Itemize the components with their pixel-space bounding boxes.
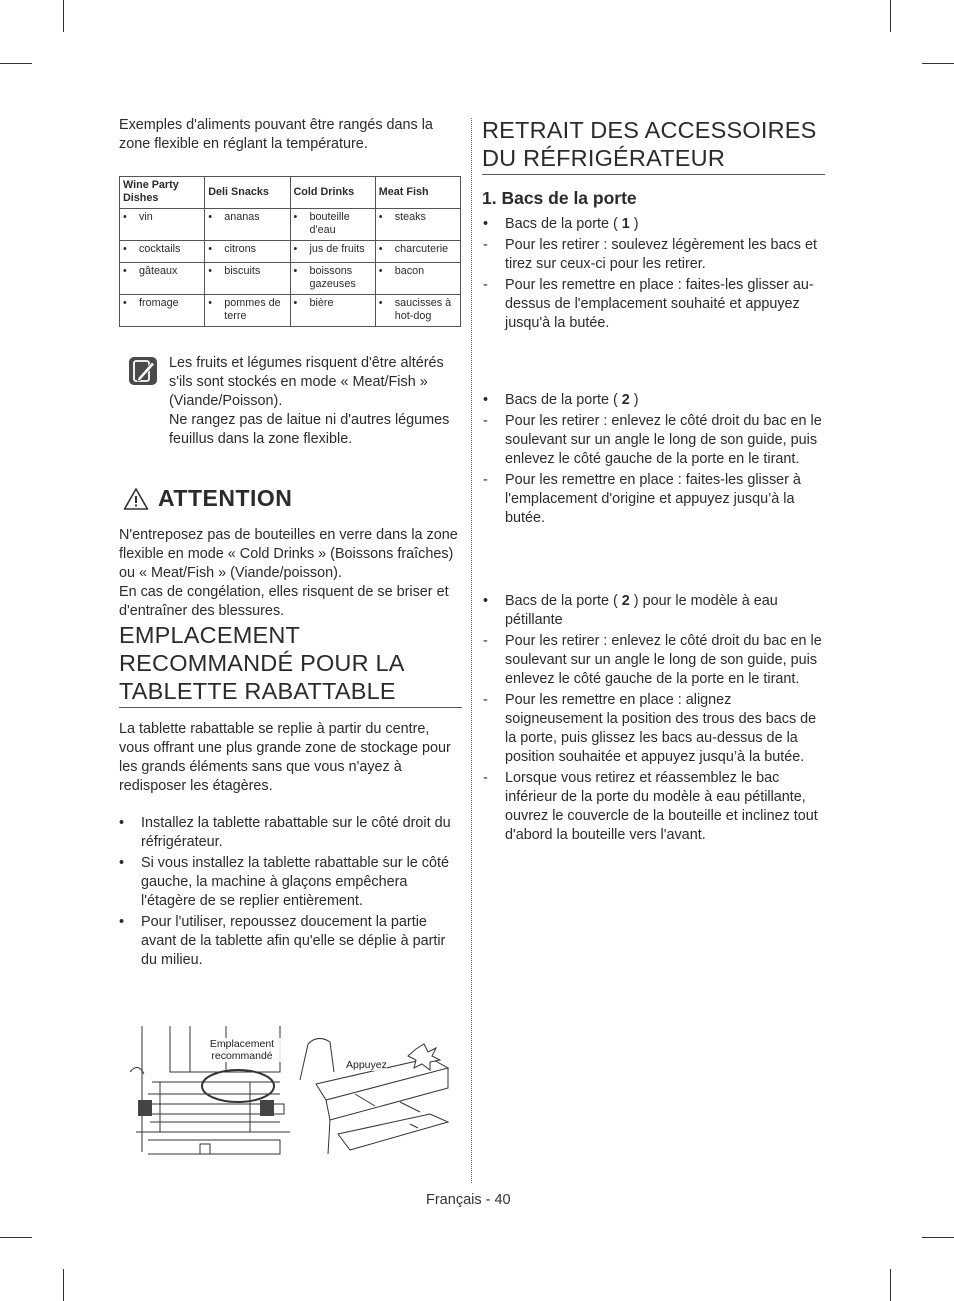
note-text-2: Ne rangez pas de laitue ni d'autres légumes feuillus dans la zone flexible.	[169, 412, 450, 447]
attention-heading	[119, 485, 462, 512]
crop-mark	[890, 1269, 891, 1301]
shelf-illustrations	[130, 1022, 450, 1157]
shelf-illustration-drawing	[130, 1022, 450, 1157]
list-item: • Installez la tablette rabattable sur le côté droit du réfrigérateur.	[119, 815, 451, 850]
attention-text-2: En cas de congélation, elles risquent de se briser et d'entraîner des blessures.	[119, 584, 449, 619]
table-cell: • boissons gazeuses	[290, 263, 375, 295]
table-header: Deli Snacks	[205, 177, 290, 209]
table-cell: • vin	[120, 209, 205, 241]
table-cell: • jus de fruits	[290, 241, 375, 263]
table-cell: • steaks	[375, 209, 460, 241]
table-cell: • cocktails	[120, 241, 205, 263]
crop-mark	[922, 63, 954, 64]
table-cell: • pommes de terre	[205, 295, 290, 327]
section-title-emplacement: EMPLACEMENT RECOMMANDÉ POUR LA TABLETTE RABATTABLE	[119, 621, 462, 708]
attention-text	[119, 526, 462, 621]
list-item: - Pour les retirer : enlevez le côté droit du bac en le soulevant sur un angle le long de son guide, puis enlevez le côté gauche de la porte en le tirant.	[483, 413, 822, 467]
attention-title: ATTENTION	[158, 485, 293, 511]
note-block	[119, 354, 462, 449]
list-item: • Si vous installez la tablette rabattable sur le côté gauche, la machine à glaçons empêchera l'étagère de se replier entièrement.	[119, 855, 449, 909]
table-cell: • charcuterie	[375, 241, 460, 263]
table-header: Meat Fish	[375, 177, 460, 209]
page-footer: Français - 40	[426, 1192, 511, 1208]
table-cell: • gâteaux	[120, 263, 205, 295]
list-item: - Pour les remettre en place : faites-les glisser au-dessus de l'emplacement souhaité et appuyez jusqu'à la butée.	[483, 277, 814, 331]
crop-mark	[890, 0, 891, 32]
note-text-1: Les fruits et légumes risquent d'être altérés s'ils sont stockés en mode « Meat/Fish » (Viande/Poisson).	[169, 355, 444, 409]
table-cell: • bacon	[375, 263, 460, 295]
crop-mark	[63, 0, 64, 32]
crop-mark	[922, 1237, 954, 1238]
table-cell: • saucisses à hot-dog	[375, 295, 460, 327]
intro-text: Exemples d'aliments pouvant être rangés dans la zone flexible en réglant la température.	[119, 117, 433, 152]
note-pencil-icon	[128, 356, 158, 386]
door-bins-block-1	[482, 215, 825, 333]
list-item: - Lorsque vous retirez et réassemblez le bac inférieur de la porte du modèle à eau pétillante, ouvrez le couvercle de la bouteille et inclinez tout d'abord la bouteille vers l'avant.	[483, 770, 818, 843]
crop-mark	[0, 63, 32, 64]
list-item: • Bacs de la porte ( 1 )	[483, 216, 639, 232]
table-row	[120, 241, 461, 263]
list-item: - Pour les retirer : soulevez légèrement les bacs et tirez sur ceux-ci pour les retirer.	[483, 237, 817, 272]
table-cell: • citrons	[205, 241, 290, 263]
crop-mark	[63, 1269, 64, 1301]
food-table	[119, 176, 461, 327]
attention-text-1: N'entreposez pas de bouteilles en verre dans la zone flexible en mode « Cold Drinks » (Boissons fraîches) ou « Meat/Fish » (Viande/poisson).	[119, 527, 458, 581]
list-item: • Bacs de la porte ( 2 )	[483, 392, 639, 408]
list-item: - Pour les retirer : enlevez le côté droit du bac en le soulevant sur un angle le long de son guide, puis enlevez le côté gauche de la porte en le tirant.	[483, 633, 822, 687]
table-cell: • ananas	[205, 209, 290, 241]
crop-mark	[0, 1237, 32, 1238]
table-cell: • bouteille d'eau	[290, 209, 375, 241]
section-paragraph: La tablette rabattable se replie à partir du centre, vous offrant une plus grande zone de stockage pour les grands éléments sans que vous n'ayez à redisposer les étagères.	[119, 721, 451, 794]
door-bins-block-3	[482, 592, 825, 845]
warning-triangle-icon	[123, 487, 149, 511]
table-header: Cold Drinks	[290, 177, 375, 209]
list-item: • Pour l'utiliser, repoussez doucement la partie avant de la tablette afin qu'elle se déplie à partir du milieu.	[119, 914, 446, 968]
list-item: - Pour les remettre en place : faites-les glisser à l'emplacement d'origine et appuyez jusqu’à la butée.	[483, 472, 801, 526]
door-bins-block-2	[482, 391, 825, 528]
section-title-retrait: RETRAIT DES ACCESSOIRES DU RÉFRIGÉRATEUR	[482, 116, 825, 175]
right-column	[482, 116, 825, 847]
table-row	[120, 209, 461, 241]
figure-label-recommended: Emplacement recommandé	[202, 1038, 282, 1062]
list-item: • Bacs de la porte ( 2 ) pour le modèle à eau pétillante	[483, 593, 778, 628]
table-row	[120, 263, 461, 295]
table-header: Wine Party Dishes	[120, 177, 205, 209]
figure-label-press: Appuyez	[346, 1059, 387, 1071]
left-column	[119, 116, 462, 972]
section-bullets	[119, 814, 462, 970]
table-cell: • fromage	[120, 295, 205, 327]
list-item: - Pour les remettre en place : alignez soigneusement la position des trous des bacs de la porte, puis glissez les bacs au-dessus de la position souhaitée et appuyez jusqu’à la butée.	[483, 692, 817, 765]
table-cell: • biscuits	[205, 263, 290, 295]
table-cell: • bière	[290, 295, 375, 327]
subsection-title: 1. Bacs de la porte	[482, 188, 637, 208]
column-divider	[471, 118, 472, 1183]
table-row	[120, 295, 461, 327]
